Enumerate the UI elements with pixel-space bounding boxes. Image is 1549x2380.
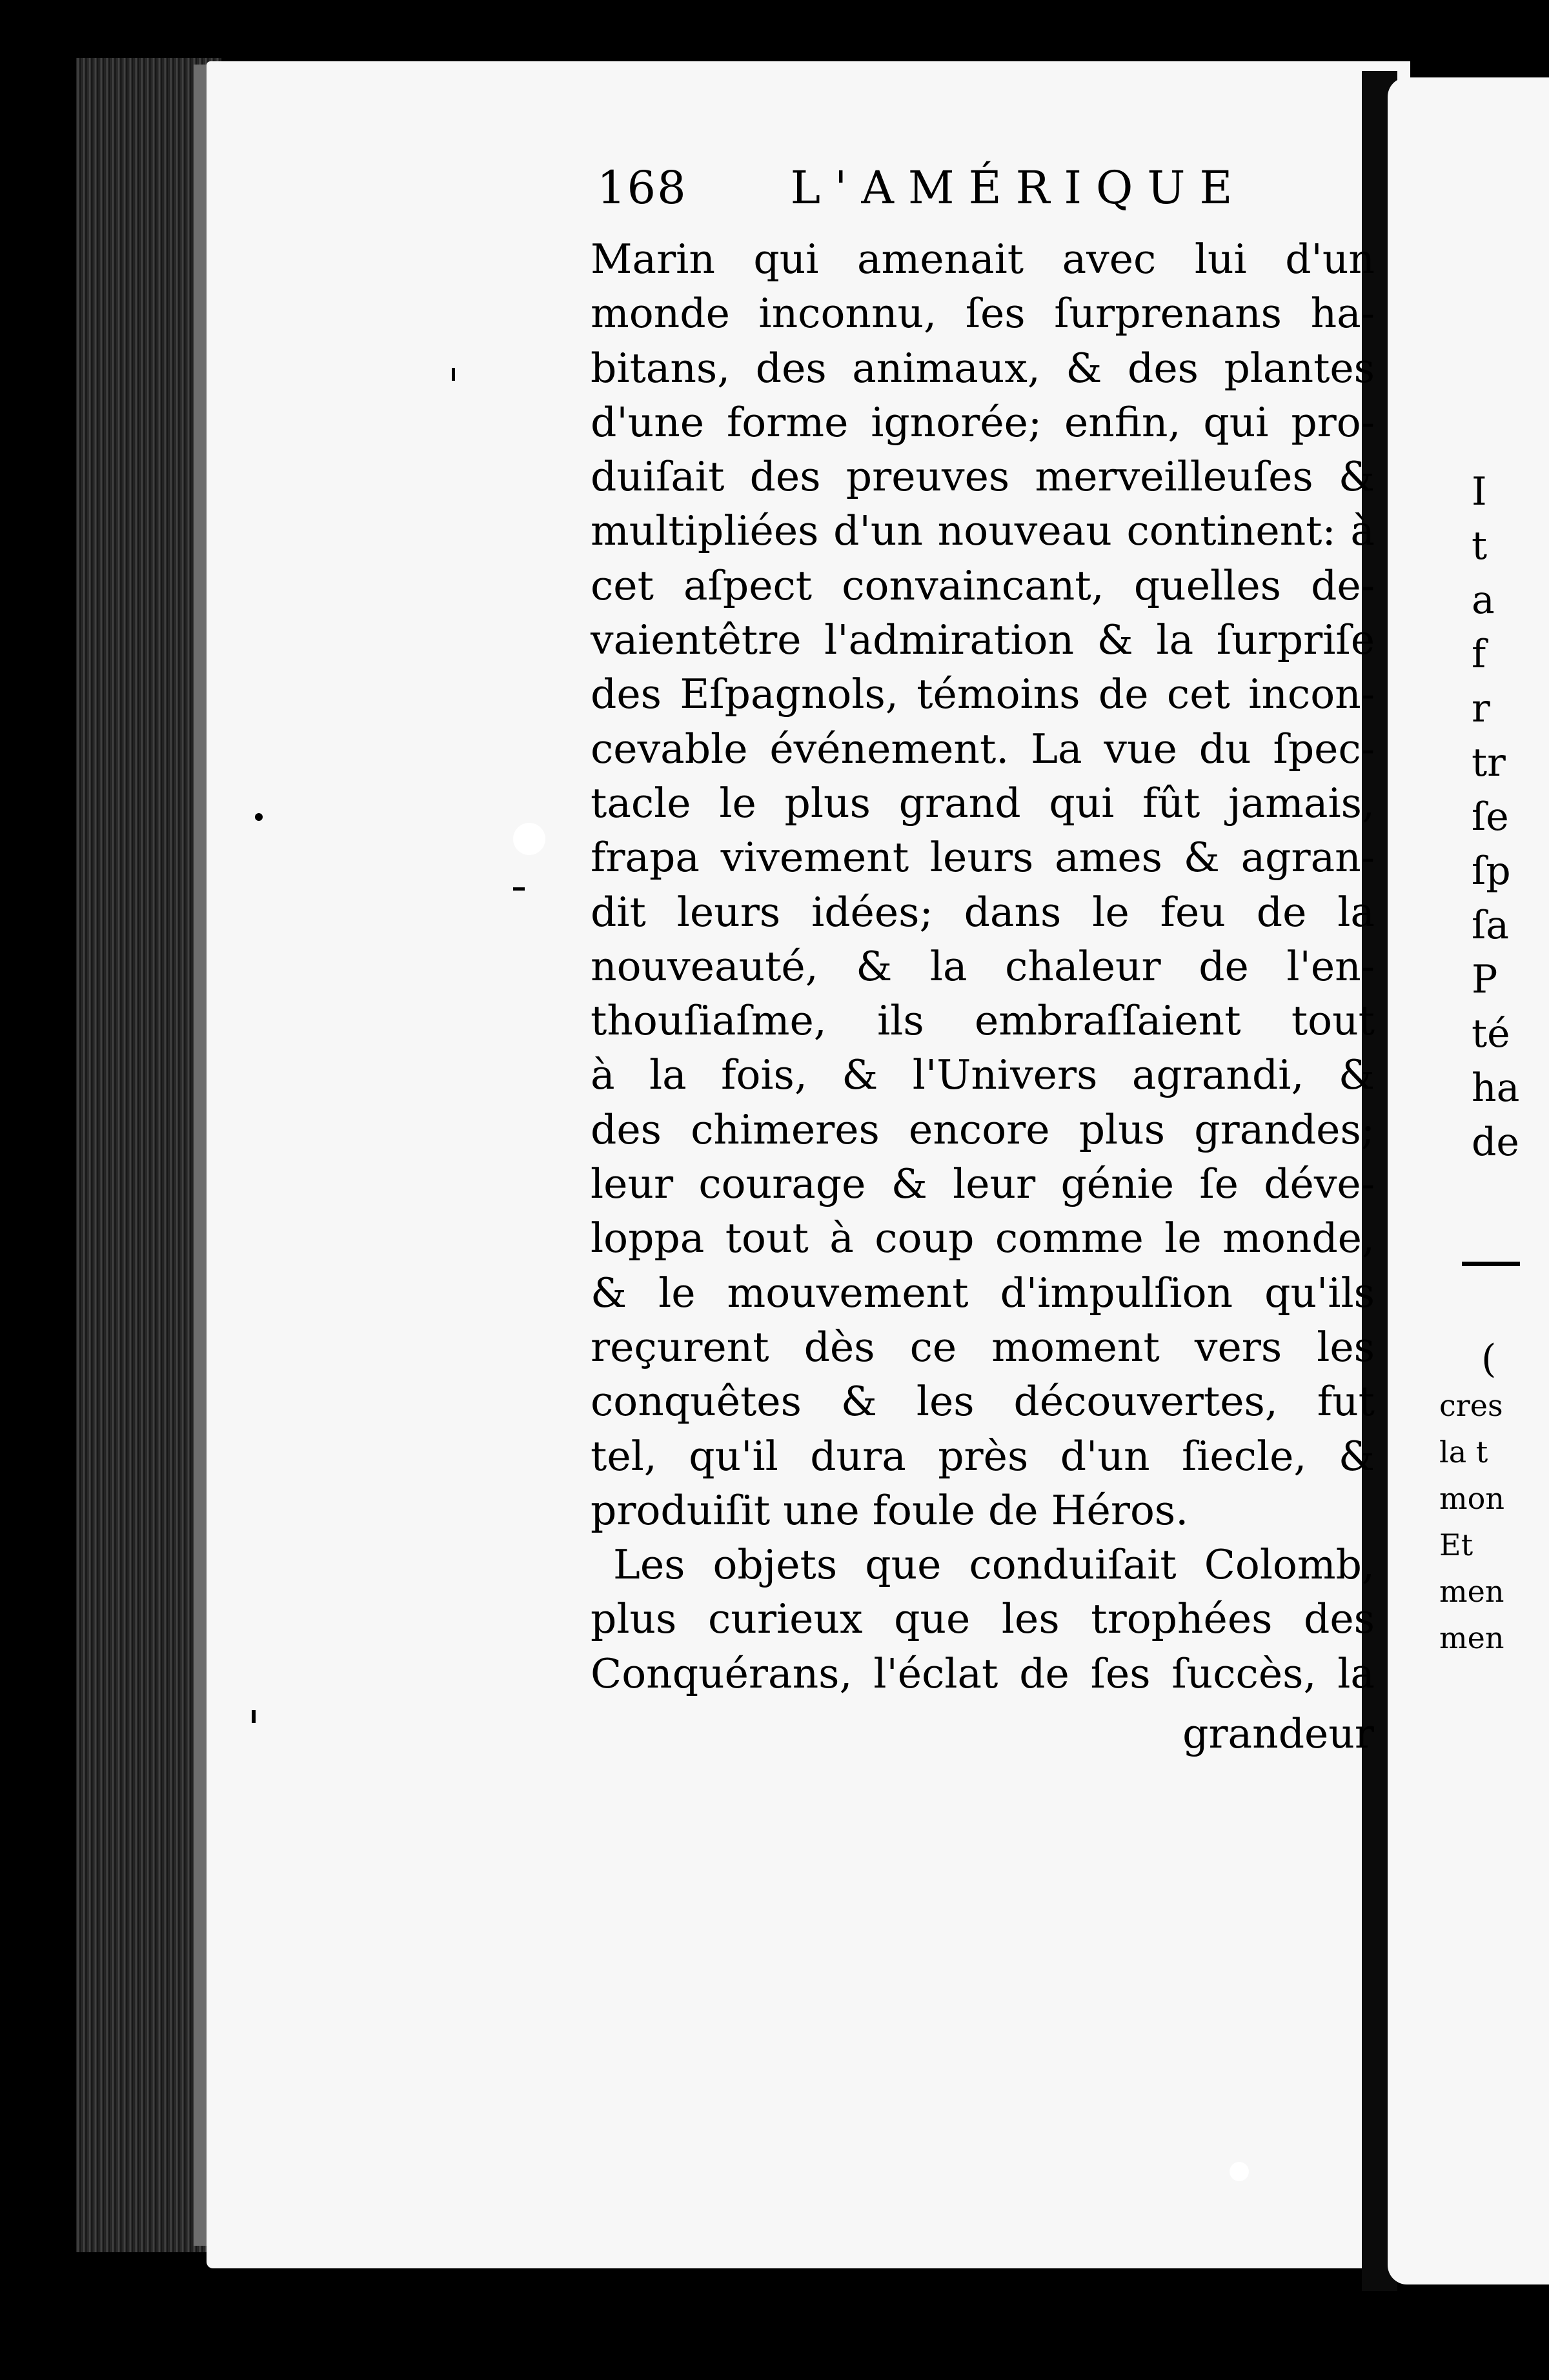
paper-blemish [1230, 2162, 1249, 2181]
text-line: frapa vivement leurs ames & agran- [591, 834, 1375, 882]
text-line: cet aſpect convaincant, quelles de- [591, 561, 1375, 609]
text-line: produiſit une foule de Héros. [591, 1486, 1189, 1534]
text-line: tel, qu'il dura près d'un ſiecle, & [591, 1432, 1375, 1480]
running-head [597, 161, 1247, 214]
text-line: cevable événement. La vue du ſpec- [591, 725, 1375, 772]
text-fragment: a [1472, 578, 1495, 623]
text-fragment: ſp [1472, 849, 1511, 894]
text-line: loppa tout à coup comme le monde, [591, 1215, 1375, 1262]
text-line: nouveauté, & la chaleur de l'en- [591, 942, 1375, 990]
text-fragment: men [1439, 1620, 1504, 1655]
text-fragment: t [1472, 523, 1488, 569]
text-line: duiſait des preuves merveilleuſes & [591, 453, 1375, 501]
text-fragment: tr [1472, 740, 1506, 785]
right-page-text-fragment [1472, 465, 1519, 1169]
paper-blemish [513, 823, 545, 855]
text-line: Marin qui amenait avec lui d'un [591, 236, 1375, 283]
text-fragment: té [1472, 1011, 1510, 1056]
text-line: monde inconnu, ſes ſurprenans ha- [591, 290, 1375, 338]
text-fragment: I [1472, 469, 1487, 514]
text-line: d'une forme ignorée; enfin, qui pro- [591, 398, 1375, 446]
catchword: grandeur [1182, 1710, 1374, 1757]
ink-speck [255, 813, 263, 821]
body-text [591, 232, 1375, 1701]
text-line: conquêtes & les découvertes, fut [591, 1378, 1375, 1426]
page-number: 168 [597, 161, 687, 214]
text-line: tacle le plus grand qui fût jamais, [591, 779, 1375, 827]
text-line: plus curieux que les trophées des [591, 1595, 1375, 1643]
text-fragment: ſa [1472, 903, 1509, 948]
text-fragment: r [1472, 686, 1490, 731]
text-fragment: ſe [1472, 794, 1509, 840]
text-line: Conquérans, l'éclat de ſes ſuccès, la [591, 1649, 1375, 1697]
ink-speck [252, 1710, 256, 1723]
ink-speck [513, 887, 525, 891]
text-line: des Eſpagnols, témoins de cet incon- [591, 671, 1375, 718]
text-fragment: ha [1472, 1065, 1520, 1111]
text-line: & le mouvement d'impulſion qu'ils [591, 1269, 1375, 1316]
text-line: vaientêtre l'admiration & la ſurpriſe [591, 616, 1375, 664]
running-title: L'AMÉRIQUE [790, 161, 1247, 214]
text-line: reçurent dès ce moment vers les [591, 1323, 1375, 1371]
text-fragment: f [1472, 632, 1486, 677]
right-page-footnote-fragment [1439, 1336, 1504, 1661]
text-fragment: mon [1439, 1481, 1504, 1516]
text-fragment: ( [1481, 1336, 1497, 1382]
text-fragment: cres [1439, 1388, 1503, 1423]
text-line: Les objets que conduiſait Colomb, [613, 1541, 1375, 1589]
text-fragment: Et [1439, 1528, 1473, 1562]
text-line: dit leurs idées; dans le feu de la [591, 888, 1375, 936]
text-fragment: P [1472, 957, 1498, 1002]
footnote-rule [1462, 1262, 1520, 1266]
text-line: bitans, des animaux, & des plantes [591, 344, 1375, 392]
text-line: leur courage & leur génie ſe déve- [591, 1160, 1375, 1208]
text-line: des chimeres encore plus grandes; [591, 1105, 1375, 1153]
ink-speck [452, 368, 455, 381]
text-line: thouſiaſme, ils embraſſaient tout [591, 997, 1375, 1045]
text-fragment: men [1439, 1574, 1504, 1609]
text-fragment: la t [1439, 1435, 1488, 1469]
text-fragment: de [1472, 1120, 1519, 1165]
text-line: multipliées d'un nouveau continent: à [591, 507, 1375, 555]
right-page [1388, 77, 1549, 2284]
text-line: à la fois, & l'Univers agrandi, & [591, 1051, 1375, 1099]
